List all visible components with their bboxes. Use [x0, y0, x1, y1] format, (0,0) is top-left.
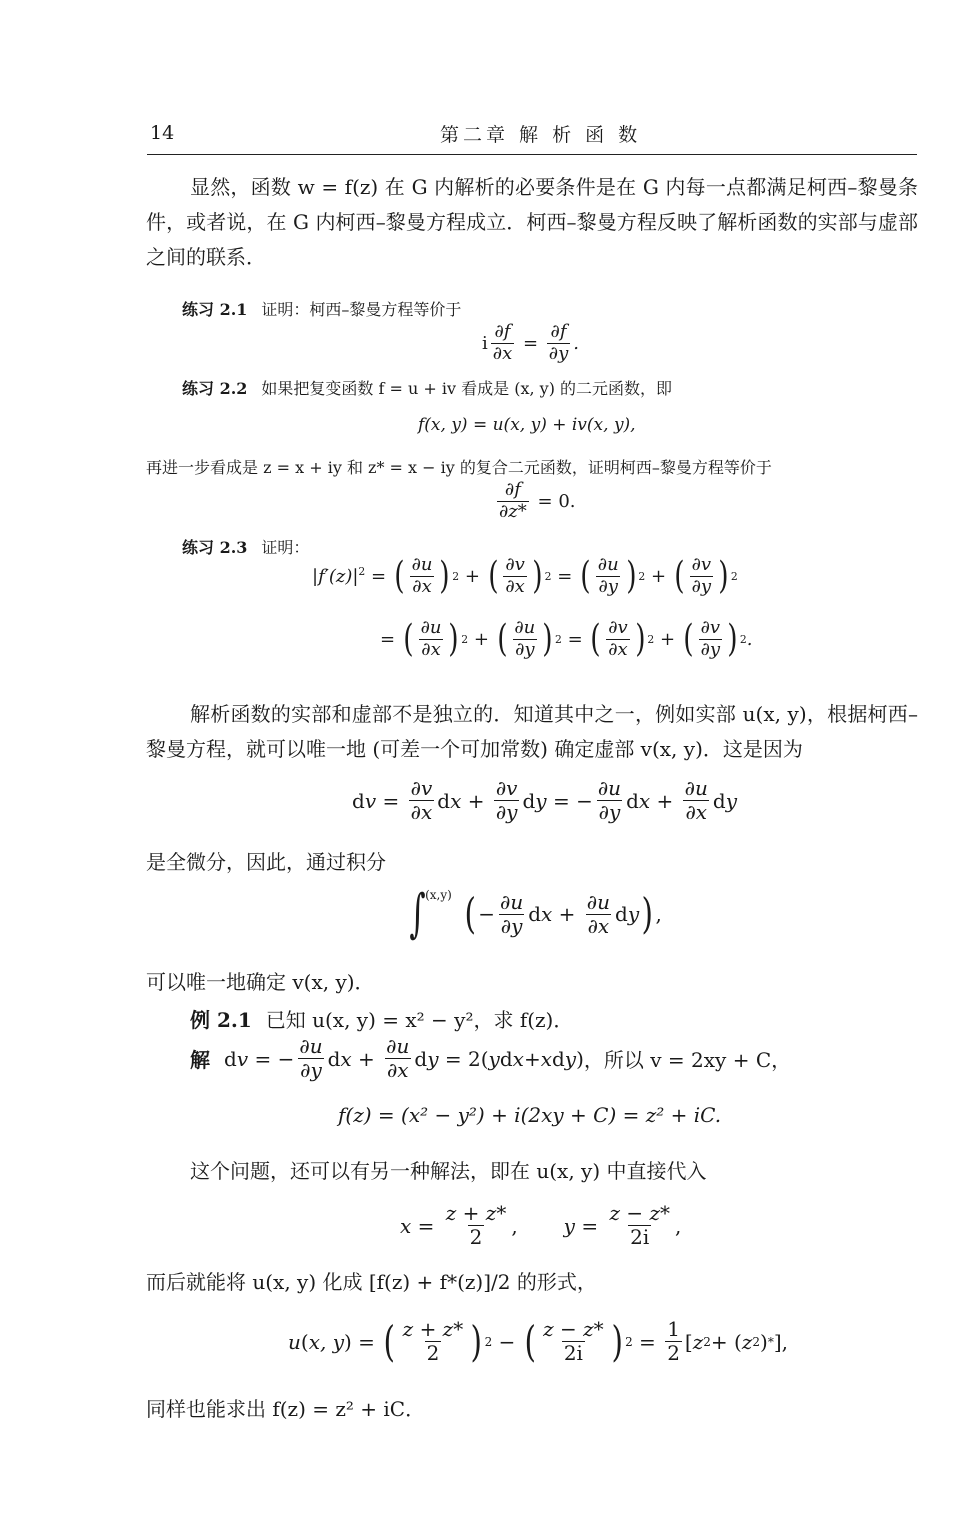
exercise-label: 练习 2.3: [182, 538, 248, 557]
exercise-2-1: [182, 297, 461, 320]
paragraph-2: 解析函数的实部和虚部不是独立的．知道其中之一，例如实部 u(x, y)，根据柯西–黎曼方程，就可以唯一地 (可差一个可加常数) 确定虚部 v(x, y)．这是因为: [146, 702, 918, 761]
paragraph-1: 显然，函数 w = f(z) 在 G 内解析的必要条件是在 G 内每一点都满足柯西–黎曼条件，或者说，在 G 内柯西–黎曼方程成立．柯西–黎曼方程反映了解析函数的实部与虚部之间的联系．: [146, 175, 918, 269]
exercise-label: 练习 2.2: [182, 379, 248, 398]
equation-f-uv: f(x, y) = u(x, y) + iv(x, y),: [418, 415, 636, 435]
solution-text-tail: ，所以 v = 2xy + C，: [583, 1048, 792, 1072]
paragraph-5: 这个问题，还可以有另一种解法，即在 u(x, y) 中直接代入: [190, 1159, 707, 1183]
example-2-1: [190, 1004, 573, 1033]
exercise-text: 证明：柯西–黎曼方程等价于: [261, 300, 462, 319]
exercise-text: 证明：: [261, 538, 310, 557]
exercise-2-2: [182, 376, 672, 399]
page-number: 14: [150, 122, 175, 144]
exercise-2-2-continuation: 再进一步看成是 z = x + iy 和 z* = x − iy 的复合二元函数，证明柯西–黎曼方程等价于: [146, 458, 772, 477]
header-rule: [147, 154, 917, 155]
solution-line: 解 d v = − $\frac{\partial u}{\partial y}$ d x + $\frac{\partial u}{\partial x}$ d y = 2( y d x + x d y ) ，所以 v = 2xy + C，: [190, 1034, 792, 1082]
equation-derivative-modulus-line1: $|f'(z)|^2$ = ( $\frac{\partial u}{\partial x}$ ) 2 + ( $\frac{\partial v}{\partial x}$ ) 2 = ( $\frac{\partial u}{\partial y}$ ) 2 + ( $\frac{\partial v}{\partial y}$ ) 2: [312, 553, 738, 598]
paragraph-6: 而后就能将 u(x, y) 化成 [f(z) + f*(z)]/2 的形式，: [146, 1270, 597, 1294]
example-label: 例 2.1: [190, 1008, 252, 1032]
chapter-title: 第二章 解 析 函 数: [440, 124, 642, 146]
exercise-label: 练习 2.1: [182, 300, 248, 319]
equation-f-result: f(z) = (x² − y²) + i(2xy + C) = z² + iC.: [338, 1103, 722, 1127]
equation-u-in-z: u ( x, y ) = ( $\frac{z + z*}{2}$ ) 2 − ( $\frac{z - z*}{2i}$ ) 2 = $\frac{1}{2}$ [ z 2 + ( z 2 ) * ],: [288, 1316, 789, 1366]
equation-dfdzstar: $\frac{\partial f}{\partial z*}$ = 0.: [499, 479, 576, 522]
equation-dv-total-differential: d v = $\frac{\partial v}{\partial x}$ d x + $\frac{\partial v}{\partial y}$ d y = − $\frac{\partial u}{\partial y}$ d x + $\frac{\partial u}{\partial x}$ d y: [352, 776, 737, 824]
exercise-text: 如果把复变函数 f = u + iv 看成是 (x, y) 的二元函数，即: [261, 379, 673, 398]
equation-substitution: x = $\frac{z + z*}{2}$ , y = $\frac{z - z*}{2i}$ ,: [400, 1201, 682, 1249]
solution-label: 解: [190, 1048, 210, 1072]
paragraph-3: 是全微分，因此，通过积分: [146, 850, 386, 874]
equation-integral: ∫ (x,y) ( − $\frac{\partial u}{\partial y}$ d x + $\frac{\partial u}{\partial x}$ d y ) ,: [409, 884, 662, 944]
paragraph-7: 同样也能求出 f(z) = z² + iC．: [146, 1397, 426, 1421]
paragraph-4: 可以唯一地确定 v(x, y)．: [146, 970, 375, 994]
example-text: 已知 u(x, y) = x² − y²，求 f(z)．: [265, 1008, 574, 1032]
equation-cr-complex: i $\frac{\partial f}{\partial x}$ = $\frac{\partial f}{\partial y}$ .: [482, 321, 579, 364]
exercise-2-3: [182, 535, 309, 558]
equation-derivative-modulus-line2: = ( $\frac{\partial u}{\partial x}$ ) 2 + ( $\frac{\partial u}{\partial y}$ ) 2 = ( $\frac{\partial v}{\partial x}$ ) 2 + ( $\frac{\partial v}{\partial y}$ ) 2 .: [380, 616, 753, 661]
